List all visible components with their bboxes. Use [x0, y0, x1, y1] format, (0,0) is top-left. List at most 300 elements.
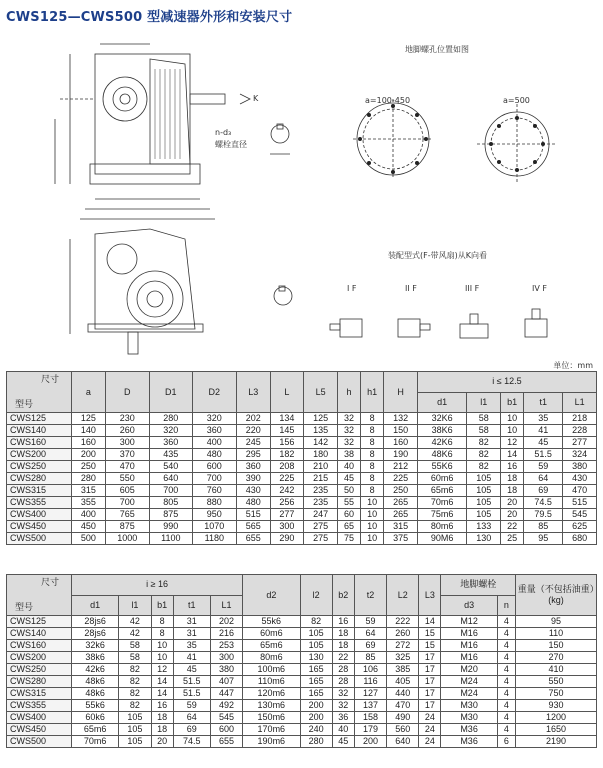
table-cell: 45 [332, 736, 354, 748]
table-cell: 165 [300, 664, 332, 676]
table-cell: 165 [300, 676, 332, 688]
dimensions-table-1 [6, 371, 597, 545]
table-cell: 2190 [516, 736, 597, 748]
table-cell: 470 [563, 485, 597, 497]
table-cell: 36 [332, 712, 354, 724]
table-cell: 492 [210, 700, 242, 712]
table-cell: 218 [563, 413, 597, 425]
table1-subheader: L1 [563, 392, 597, 413]
table-cell: 10 [361, 533, 384, 545]
table-cell: 215 [304, 473, 338, 485]
table-cell: 550 [105, 473, 149, 485]
table-cell: 85 [524, 521, 563, 533]
k-arrow [240, 94, 250, 104]
table-cell: 82 [119, 688, 151, 700]
table-cell: 6 [497, 736, 515, 748]
table-cell: 190m6 [243, 736, 300, 748]
table-cell: 90M6 [417, 533, 466, 545]
table-cell: 8 [361, 461, 384, 473]
table-cell: 134 [270, 413, 304, 425]
table-row [7, 736, 597, 748]
table-cell: 280 [300, 736, 332, 748]
table-cell: 700 [149, 485, 192, 497]
table2-subheader: b1 [151, 595, 173, 616]
table-row [7, 652, 597, 664]
table-cell: 130m6 [243, 700, 300, 712]
table-cell: 75m6 [417, 509, 466, 521]
table-cell: 247 [304, 509, 338, 521]
table-cell: 79.5 [524, 509, 563, 521]
table-cell: 700 [192, 473, 236, 485]
type-2-label: II F [405, 284, 417, 293]
table-cell: 275 [304, 533, 338, 545]
table-cell: 1180 [192, 533, 236, 545]
table-cell: 35 [173, 640, 210, 652]
table1-group-header: i ≤ 12.5 [417, 372, 596, 393]
table-cell: 300 [210, 652, 242, 664]
table-cell: 45 [524, 437, 563, 449]
table-cell: 315 [384, 521, 418, 533]
table-cell: 515 [563, 497, 597, 509]
table-cell: 48k6 [72, 676, 119, 688]
table-cell: 250 [72, 461, 106, 473]
table-cell: 515 [236, 509, 270, 521]
table-cell: 65m6 [243, 640, 300, 652]
table-cell: 253 [210, 640, 242, 652]
model-cell: CWS140 [7, 425, 72, 437]
table-cell: 25 [501, 533, 524, 545]
table-cell: 10 [361, 521, 384, 533]
table-cell: 450 [72, 521, 106, 533]
table-cell: 8 [151, 628, 173, 640]
table-cell: 125 [72, 413, 106, 425]
table-cell: 4 [497, 724, 515, 736]
table-cell: 315 [72, 485, 106, 497]
table-cell: 17 [419, 676, 441, 688]
table-cell: 20 [501, 509, 524, 521]
table-cell: 202 [236, 413, 270, 425]
table-cell: 277 [563, 437, 597, 449]
table-cell: 74.5 [524, 497, 563, 509]
table-cell: 133 [467, 521, 501, 533]
table1-header: h1 [361, 372, 384, 413]
table-cell: 410 [516, 664, 597, 676]
table-cell: 105 [300, 640, 332, 652]
table-cell: 24 [419, 712, 441, 724]
table-cell: 435 [149, 449, 192, 461]
table-cell: 355 [72, 497, 106, 509]
assembly-label: 装配型式(F-带风扇)从K向看 [388, 251, 487, 260]
table-cell: 132 [384, 413, 418, 425]
table-row [7, 533, 597, 545]
table-cell: 324 [563, 449, 597, 461]
table-cell: 75 [337, 533, 360, 545]
table-cell: 8 [361, 473, 384, 485]
table-cell: 765 [105, 509, 149, 521]
table-cell: M36 [441, 736, 497, 748]
table-cell: 51.5 [173, 676, 210, 688]
table-cell: 28 [332, 676, 354, 688]
table-cell: 135 [304, 425, 338, 437]
table-cell: 8 [361, 485, 384, 497]
table-cell: 440 [387, 688, 419, 700]
table-cell: 17 [419, 700, 441, 712]
table-cell: 950 [192, 509, 236, 521]
table-cell: 760 [192, 485, 236, 497]
table1-corner: 尺寸 型号 [7, 372, 72, 413]
table-row [7, 628, 597, 640]
table-cell: 605 [105, 485, 149, 497]
table-cell: 500 [72, 533, 106, 545]
table-cell: 105 [300, 628, 332, 640]
table-cell: 700 [105, 497, 149, 509]
table1-header: L3 [236, 372, 270, 413]
table-cell: 490 [387, 712, 419, 724]
table-cell: 105 [119, 712, 151, 724]
table-cell: 375 [384, 533, 418, 545]
table-cell: 12 [151, 664, 173, 676]
table-cell: 228 [563, 425, 597, 437]
table1-header: D [105, 372, 149, 413]
type-1-label: I F [347, 284, 357, 293]
table2-header: d2 [243, 575, 300, 616]
table-cell: 65m6 [417, 485, 466, 497]
table-row [7, 700, 597, 712]
table-cell: 8 [361, 413, 384, 425]
table-cell: 60m6 [417, 473, 466, 485]
table2-weight-header: 重量（不包括油重）(kg) [516, 575, 597, 616]
table2-subheader: L1 [210, 595, 242, 616]
table-cell: 28 [332, 664, 354, 676]
table-cell: 55k6 [243, 616, 300, 628]
table-cell: 4 [497, 652, 515, 664]
table-cell: 165 [300, 688, 332, 700]
table2-group-header: i ≥ 16 [72, 575, 243, 596]
table-cell: 16 [332, 616, 354, 628]
table-row [7, 413, 597, 425]
table-cell: M36 [441, 724, 497, 736]
table-row [7, 497, 597, 509]
table-cell: 59 [173, 700, 210, 712]
table2-subheader: l1 [119, 595, 151, 616]
table-cell: 158 [354, 712, 386, 724]
table-cell: 4 [497, 676, 515, 688]
table-cell: 40 [332, 724, 354, 736]
table2-subheader: n [497, 595, 515, 616]
table-cell: 280 [149, 413, 192, 425]
model-cell: CWS315 [7, 688, 72, 700]
table-cell: 32 [337, 413, 360, 425]
type-4-label: IV F [532, 284, 547, 293]
table-cell: 106 [354, 664, 386, 676]
table-cell: 18 [501, 485, 524, 497]
table-cell: 10 [501, 425, 524, 437]
model-cell: CWS200 [7, 449, 72, 461]
reducer-drawing [0, 24, 603, 368]
table-row [7, 676, 597, 688]
model-cell: CWS355 [7, 497, 72, 509]
table-cell: 140 [72, 425, 106, 437]
table-cell: 28js6 [72, 616, 119, 628]
table-cell: 600 [192, 461, 236, 473]
table-cell: M12 [441, 616, 497, 628]
table-cell: 150m6 [243, 712, 300, 724]
table-cell: 80m6 [417, 521, 466, 533]
table-row [7, 449, 597, 461]
table-cell: 24 [419, 724, 441, 736]
table-row [7, 473, 597, 485]
table-cell: 325 [387, 652, 419, 664]
table-cell: 69 [173, 724, 210, 736]
table2-subheader: d3 [441, 595, 497, 616]
table-cell: 470 [105, 461, 149, 473]
unit-label: 单位：mm [553, 361, 593, 370]
table-cell: 82 [119, 676, 151, 688]
table-cell: 127 [354, 688, 386, 700]
table-cell: 100m6 [243, 664, 300, 676]
a-range-2-label: a=500 [503, 96, 530, 105]
table-cell: 51.5 [173, 688, 210, 700]
table-cell: 45 [337, 473, 360, 485]
table-cell: 300 [270, 521, 304, 533]
table-cell: 130 [467, 533, 501, 545]
worm-circle [103, 77, 147, 121]
table-cell: 875 [105, 521, 149, 533]
table-cell: 990 [149, 521, 192, 533]
table-cell: 300 [105, 437, 149, 449]
table-cell: 290 [270, 533, 304, 545]
table-cell: 200 [72, 449, 106, 461]
table2-bolt-header: 地脚螺栓 [441, 575, 516, 596]
table-cell: 1100 [149, 533, 192, 545]
table-cell: 470 [387, 700, 419, 712]
model-cell: CWS315 [7, 485, 72, 497]
table1-header: D1 [149, 372, 192, 413]
table-cell: 15 [419, 640, 441, 652]
table-cell: 82 [300, 616, 332, 628]
table-cell: 150 [516, 640, 597, 652]
table-row [7, 521, 597, 533]
table-cell: 22 [501, 521, 524, 533]
table-cell: 1200 [516, 712, 597, 724]
table-cell: 65 [337, 521, 360, 533]
table-cell: 370 [105, 449, 149, 461]
model-cell: CWS160 [7, 437, 72, 449]
table-cell: 31 [173, 616, 210, 628]
table-cell: 265 [384, 497, 418, 509]
table-cell: 59 [354, 616, 386, 628]
table-cell: M16 [441, 628, 497, 640]
table-cell: 60k6 [72, 712, 119, 724]
table-cell: 805 [149, 497, 192, 509]
model-cell: CWS280 [7, 676, 72, 688]
table-cell: 80m6 [243, 652, 300, 664]
table-cell: 655 [236, 533, 270, 545]
table-cell: 170m6 [243, 724, 300, 736]
table-cell: 182 [270, 449, 304, 461]
bolt-dia-label: 螺栓直径 [215, 140, 247, 149]
table-cell: 31 [173, 628, 210, 640]
table-cell: 10 [361, 509, 384, 521]
table-cell: 105 [467, 485, 501, 497]
table-cell: 545 [210, 712, 242, 724]
table-cell: 407 [210, 676, 242, 688]
table-cell: 58 [119, 640, 151, 652]
table-cell: 14 [501, 449, 524, 461]
assembly-type-4 [525, 319, 547, 337]
table-cell: 230 [105, 413, 149, 425]
table-cell: 216 [210, 628, 242, 640]
table-cell: 235 [304, 485, 338, 497]
table-cell: 32 [337, 437, 360, 449]
page-title: CWS125—CWS500 型减速器外形和安装尺寸 [6, 10, 293, 25]
table-cell: 42 [119, 628, 151, 640]
table1-header: h [337, 372, 360, 413]
table-cell: 137 [354, 700, 386, 712]
table-cell: 142 [304, 437, 338, 449]
table-cell: 64 [524, 473, 563, 485]
table-cell: 64 [354, 628, 386, 640]
table-cell: 875 [149, 509, 192, 521]
table-cell: 880 [192, 497, 236, 509]
table-cell: 277 [270, 509, 304, 521]
table-row [7, 688, 597, 700]
table-cell: 380 [563, 461, 597, 473]
table-row [7, 461, 597, 473]
table-cell: M20 [441, 664, 497, 676]
table-cell: 180 [304, 449, 338, 461]
table-cell: 1070 [192, 521, 236, 533]
table-cell: 1000 [105, 533, 149, 545]
table2-header: t2 [354, 575, 386, 616]
table-cell: 1650 [516, 724, 597, 736]
table-cell: 64 [173, 712, 210, 724]
table1-header: L5 [304, 372, 338, 413]
table-cell: 540 [149, 461, 192, 473]
table-cell: 8 [361, 449, 384, 461]
table-cell: 32 [332, 700, 354, 712]
table-cell: M24 [441, 688, 497, 700]
table-cell: 116 [354, 676, 386, 688]
table-cell: M16 [441, 652, 497, 664]
model-cell: CWS500 [7, 533, 72, 545]
table-row [7, 712, 597, 724]
model-cell: CWS400 [7, 509, 72, 521]
table-cell: 320 [149, 425, 192, 437]
table-cell: 42k6 [72, 664, 119, 676]
assembly-type-2 [398, 319, 420, 337]
dimensions-table-2 [6, 574, 597, 748]
table-cell: 42K6 [417, 437, 466, 449]
model-cell: CWS160 [7, 640, 72, 652]
table-cell: 385 [387, 664, 419, 676]
model-cell: CWS200 [7, 652, 72, 664]
table-cell: 4 [497, 616, 515, 628]
nd3-label: n-d₃ [215, 128, 232, 137]
table-cell: 82 [467, 461, 501, 473]
table-cell: 8 [361, 425, 384, 437]
table-cell: 565 [236, 521, 270, 533]
table-cell: 55k6 [72, 700, 119, 712]
model-cell: CWS450 [7, 521, 72, 533]
table-cell: 130 [300, 652, 332, 664]
table-cell: 295 [236, 449, 270, 461]
table-row [7, 509, 597, 521]
table-cell: M24 [441, 676, 497, 688]
table-cell: 242 [270, 485, 304, 497]
table-cell: 8 [151, 616, 173, 628]
table-cell: 74.5 [173, 736, 210, 748]
table-cell: 15 [419, 628, 441, 640]
table-cell: 260 [387, 628, 419, 640]
table1-subheader: t1 [524, 392, 563, 413]
model-cell: CWS250 [7, 664, 72, 676]
table-cell: 18 [151, 712, 173, 724]
table-cell: 42 [119, 616, 151, 628]
table-cell: 640 [149, 473, 192, 485]
table-cell: 222 [387, 616, 419, 628]
table-cell: 240 [300, 724, 332, 736]
table-cell: 50 [337, 485, 360, 497]
table-cell: 400 [192, 437, 236, 449]
table-cell: M30 [441, 700, 497, 712]
table-cell: 4 [497, 712, 515, 724]
table-cell: 60m6 [243, 628, 300, 640]
table-cell: 360 [236, 461, 270, 473]
table-cell: 270 [516, 652, 597, 664]
table-cell: 250 [384, 485, 418, 497]
table-cell: 208 [270, 461, 304, 473]
table-cell: 105 [467, 473, 501, 485]
table-cell: 55 [337, 497, 360, 509]
table-cell: 156 [270, 437, 304, 449]
table2-subheader: d1 [72, 595, 119, 616]
table-cell: 82 [467, 449, 501, 461]
table-cell: M30 [441, 712, 497, 724]
table-cell: 38k6 [72, 652, 119, 664]
table-cell: 17 [419, 652, 441, 664]
table-cell: 105 [467, 509, 501, 521]
table1-subheader: d1 [417, 392, 466, 413]
table-cell: 150 [384, 425, 418, 437]
k-label: K [253, 94, 259, 103]
table-cell: 58 [119, 652, 151, 664]
table-cell: 32 [337, 425, 360, 437]
assembly-type-3 [460, 324, 488, 338]
table-cell: 480 [236, 497, 270, 509]
table-cell: 220 [236, 425, 270, 437]
table-cell: 179 [354, 724, 386, 736]
model-cell: CWS355 [7, 700, 72, 712]
table-cell: 550 [516, 676, 597, 688]
table1-header: H [384, 372, 418, 413]
a-range-1-label: a=100-450 [365, 96, 411, 105]
table-cell: 10 [501, 413, 524, 425]
model-cell: CWS125 [7, 413, 72, 425]
table-cell: 105 [119, 736, 151, 748]
model-cell: CWS125 [7, 616, 72, 628]
table-cell: 145 [270, 425, 304, 437]
table-cell: 38K6 [417, 425, 466, 437]
table1-header: D2 [192, 372, 236, 413]
table-cell: 320 [192, 413, 236, 425]
model-cell: CWS140 [7, 628, 72, 640]
table-cell: 280 [72, 473, 106, 485]
table-cell: 160 [384, 437, 418, 449]
table-cell: 17 [419, 664, 441, 676]
table-cell: 41 [524, 425, 563, 437]
table-cell: 447 [210, 688, 242, 700]
